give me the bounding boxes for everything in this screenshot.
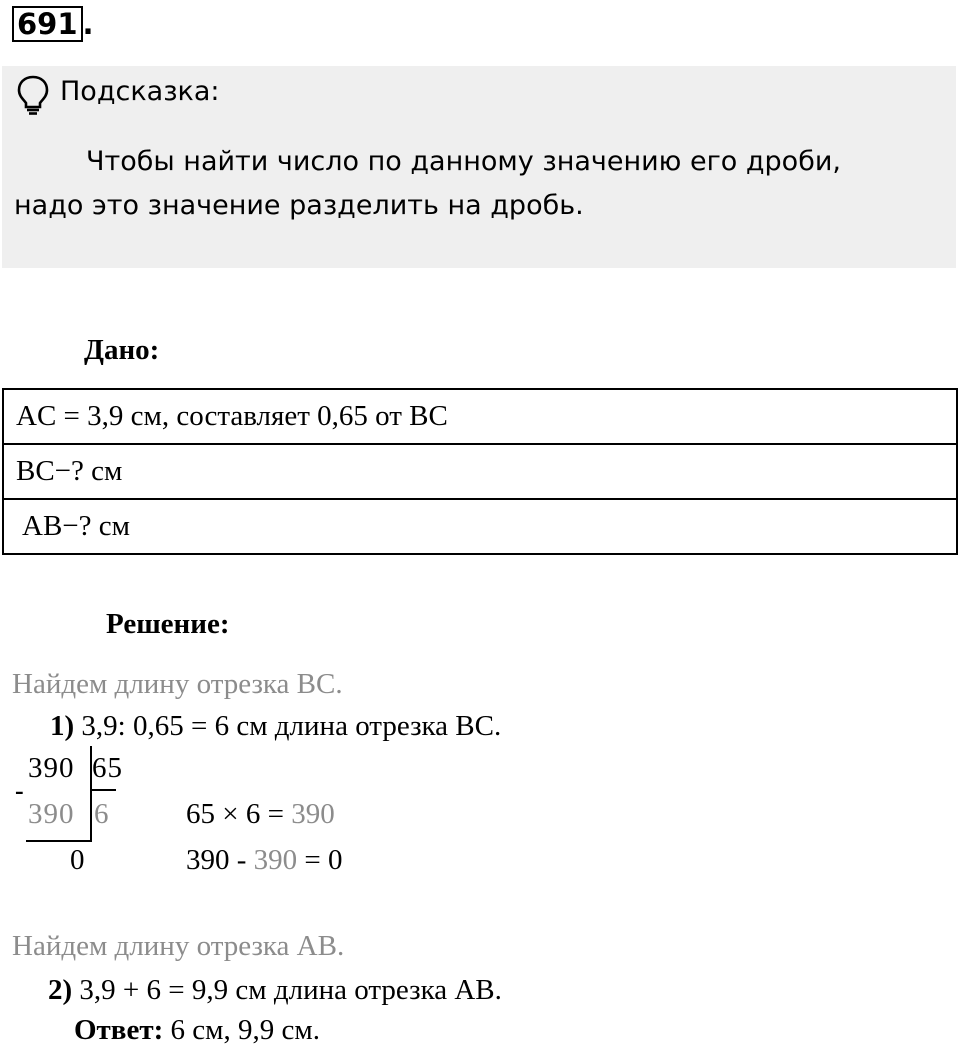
hint-line-1: Чтобы найти число по данному значению его дроби,	[86, 146, 841, 177]
division-check-2: 390 - 390 = 0	[186, 844, 343, 876]
division-result-line	[26, 840, 90, 842]
answer-text: 6 см, 9,9 см.	[163, 1014, 320, 1046]
step2-line	[48, 974, 502, 1007]
step2-number: 2)	[48, 974, 73, 1006]
step1-text: 3,9: 0,65 = 6 см длина отрезка BC.	[81, 710, 502, 742]
division-quotient-line	[90, 789, 116, 791]
answer-label: Ответ:	[74, 1014, 164, 1046]
hint-title: Подсказка:	[60, 76, 220, 107]
given-row-bc: BC−? см	[3, 444, 957, 499]
step1-number: 1)	[50, 710, 75, 742]
given-table	[2, 388, 958, 555]
given-row-ab: AB−? см	[3, 499, 957, 554]
division-divisor: 65	[92, 752, 123, 784]
solution-heading: Решение:	[106, 608, 230, 640]
problem-number-dot: .	[82, 7, 94, 41]
division-subtrahend: 390	[28, 798, 75, 830]
table-row	[3, 444, 957, 499]
division-remainder: 0	[70, 844, 86, 876]
division-check-1: 65 × 6 = 390	[186, 798, 335, 830]
problem-number	[12, 6, 94, 42]
division-vertical-line	[90, 746, 92, 842]
step2-intro: Найдем длину отрезка AB.	[12, 930, 345, 962]
table-row	[3, 389, 957, 444]
table-row	[3, 499, 957, 554]
step1-line	[50, 710, 501, 743]
division-minus: -	[15, 776, 24, 805]
given-heading: Дано:	[84, 334, 160, 366]
answer-line	[74, 1014, 320, 1047]
given-row-ac: AC = 3,9 см, составляет 0,65 от BC	[3, 389, 957, 444]
step1-intro: Найдем длину отрезка BC.	[12, 668, 343, 700]
lightbulb-icon	[16, 74, 50, 116]
division-quotient: 6	[94, 798, 110, 830]
division-dividend: 390	[28, 752, 75, 784]
step2-text: 3,9 + 6 = 9,9 см длина отрезка AB.	[79, 974, 502, 1006]
problem-number-box: 691	[12, 6, 83, 42]
hint-line-2: надо это значение разделить на дробь.	[14, 190, 584, 221]
